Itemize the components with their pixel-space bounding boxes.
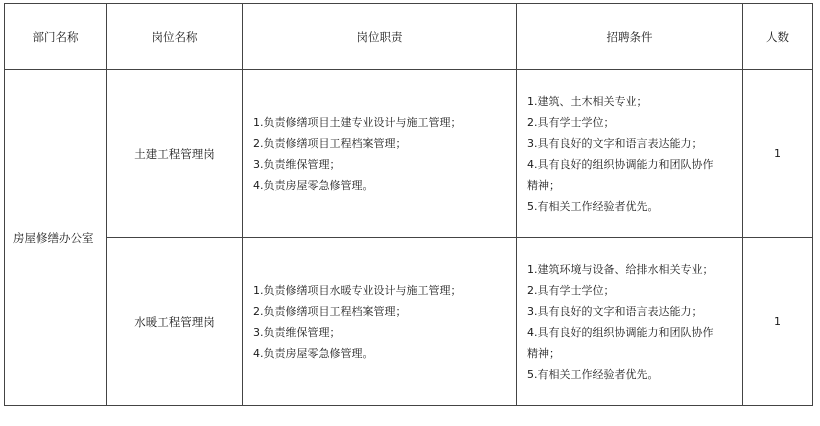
header-count: 人数 — [743, 4, 813, 70]
duties-list — [243, 112, 516, 196]
header-requirements: 招聘条件 — [517, 4, 743, 70]
count-cell: 1 — [743, 238, 813, 406]
duties-list — [243, 280, 516, 364]
table-row — [5, 70, 813, 238]
requirements-cell — [517, 238, 743, 406]
duty-item: 4.负责房屋零急修管理。 — [253, 178, 374, 192]
duty-item: 4.负责房屋零急修管理。 — [253, 346, 374, 360]
duty-item: 1.负责修缮项目土建专业设计与施工管理； — [253, 115, 462, 129]
requirement-item: 精神； — [527, 346, 560, 360]
department-cell: 房屋修缮办公室 — [5, 70, 107, 406]
table-body — [5, 70, 813, 406]
table-header — [5, 4, 813, 70]
duty-item: 3.负责维保管理； — [253, 325, 341, 339]
position-cell: 水暖工程管理岗 — [107, 238, 243, 406]
duty-item: 2.负责修缮项目工程档案管理； — [253, 304, 407, 318]
count-cell: 1 — [743, 70, 813, 238]
requirements-list — [517, 259, 742, 385]
header-duties: 岗位职责 — [243, 4, 517, 70]
requirement-item: 3.具有良好的文字和语言表达能力； — [527, 136, 703, 150]
requirement-item: 3.具有良好的文字和语言表达能力； — [527, 304, 703, 318]
duties-cell — [243, 70, 517, 238]
header-position: 岗位名称 — [107, 4, 243, 70]
duties-cell — [243, 238, 517, 406]
position-cell: 土建工程管理岗 — [107, 70, 243, 238]
requirement-item: 精神； — [527, 178, 560, 192]
requirement-item: 1.建筑、土木相关专业； — [527, 94, 648, 108]
requirements-list — [517, 91, 742, 217]
requirements-cell — [517, 70, 743, 238]
duty-item: 3.负责维保管理； — [253, 157, 341, 171]
table-row — [5, 238, 813, 406]
requirement-item: 5.有相关工作经验者优先。 — [527, 367, 659, 381]
requirement-item: 1.建筑环境与设备、给排水相关专业； — [527, 262, 714, 276]
header-department: 部门名称 — [5, 4, 107, 70]
requirement-item: 2.具有学士学位； — [527, 115, 615, 129]
requirement-item: 2.具有学士学位； — [527, 283, 615, 297]
header-row — [5, 4, 813, 70]
duty-item: 2.负责修缮项目工程档案管理； — [253, 136, 407, 150]
requirement-item: 4.具有良好的组织协调能力和团队协作 — [527, 325, 714, 339]
recruitment-table — [4, 3, 813, 406]
requirement-item: 4.具有良好的组织协调能力和团队协作 — [527, 157, 714, 171]
requirement-item: 5.有相关工作经验者优先。 — [527, 199, 659, 213]
duty-item: 1.负责修缮项目水暖专业设计与施工管理； — [253, 283, 462, 297]
